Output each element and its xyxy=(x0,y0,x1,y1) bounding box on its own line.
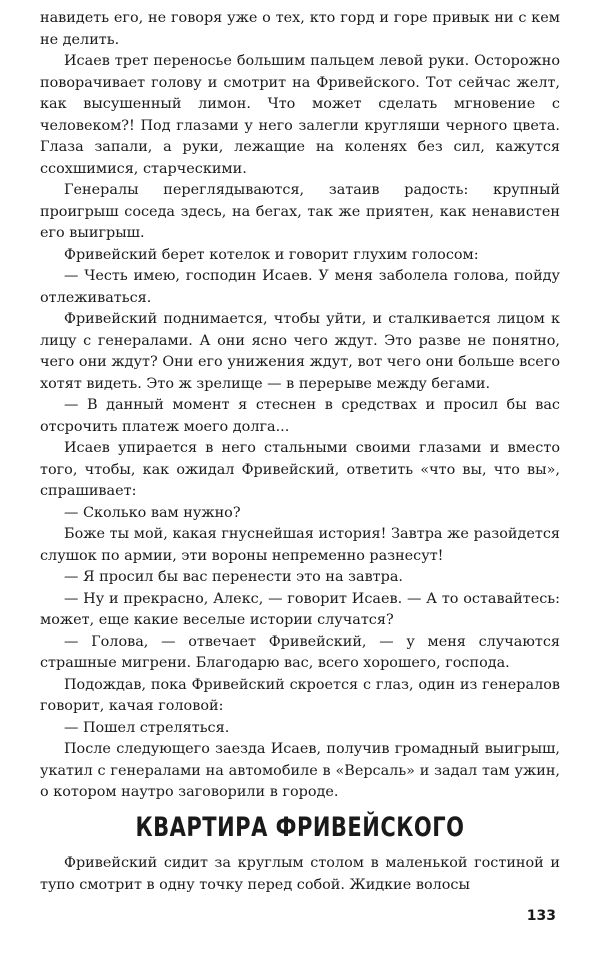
paragraph: — Честь имею, господин Исаев. У меня заболела голова, пойду отлеживаться. xyxy=(40,268,560,306)
paragraph: навидеть его, не говоря уже о тех, кто горд и горе привык ни с кем не делить. xyxy=(40,10,560,48)
paragraph: Боже ты мой, какая гнуснейшая история! Завтра же разойдется слушок по армии, эти вороны непременно разнесут! xyxy=(40,526,560,564)
paragraph: Подождав, пока Фривейский скроется с глаз, один из генералов говорит, качая головой: xyxy=(40,676,560,714)
paragraph: Фривейский берет котелок и говорит глухим голосом: xyxy=(64,246,479,263)
main-text xyxy=(40,8,560,804)
paragraph: После следующего заезда Исаев, получив громадный выигрыш, укатил с генералами на автомобиле в «Версаль» и задал там ужин, о котором наутро заговорили в городе. xyxy=(40,741,560,800)
paragraph: — Я просил бы вас перенести это на завтра. xyxy=(64,569,403,585)
paragraph: — Сколько вам нужно? xyxy=(64,504,241,521)
paragraph: Исаев упирается в него стальными своими глазами и вместо того, чтобы, как ожидал Фривейский, ответить «что вы, что вы», спрашивает: xyxy=(40,440,560,499)
paragraph: — В данный момент я стеснен в средствах и просил бы вас отсрочить платеж моего долга... xyxy=(40,397,560,435)
paragraph: Фривейский сидит за круглым столом в маленькой гостиной и тупо смотрит в одну точку перед собой. Жидкие волосы xyxy=(40,855,560,893)
paragraph: — Голова, — отвечает Фривейский, — у меня случаются страшные мигрени. Благодарю вас, всего хорошего, господа. xyxy=(40,633,560,671)
paragraph: Генералы переглядываются, затаив радость: крупный проигрыш соседа здесь, на бегах, так же приятен, как ненавистен его выигрыш. xyxy=(40,182,560,241)
paragraph: Фривейский поднимается, чтобы уйти, и сталкивается лицом к лицу с генералами. А они ясно чего ждут. Это разве не понятно, чего они ждут? Они его унижения ждут, вот чего они больше всего хотят видеть. Это ж зрелище — в перерыве между бегами. xyxy=(40,311,560,392)
page-number: 133 xyxy=(526,908,556,924)
section-text xyxy=(40,853,560,896)
section-heading: КВАРТИРА ФРИВЕЙСКОГО xyxy=(135,812,465,842)
paragraph: — Ну и прекрасно, Алекс, — говорит Исаев. — А то оставайтесь: может, еще какие веселые истории случатся? xyxy=(40,590,560,628)
paragraph: Исаев трет переносье большим пальцем левой руки. Осторожно поворачивает голову и смотрит на Фривейского. Тот сейчас желт, как высушенный лимон. Что может сделать мгновение с человеком?! Под глазами у него залегли кругляши черного цвета. Глаза запали, а руки, лежащие на коленях без сил, кажутся ссохшимися, старческими. xyxy=(40,53,560,177)
paragraph: — Пошел стреляться. xyxy=(64,719,230,736)
